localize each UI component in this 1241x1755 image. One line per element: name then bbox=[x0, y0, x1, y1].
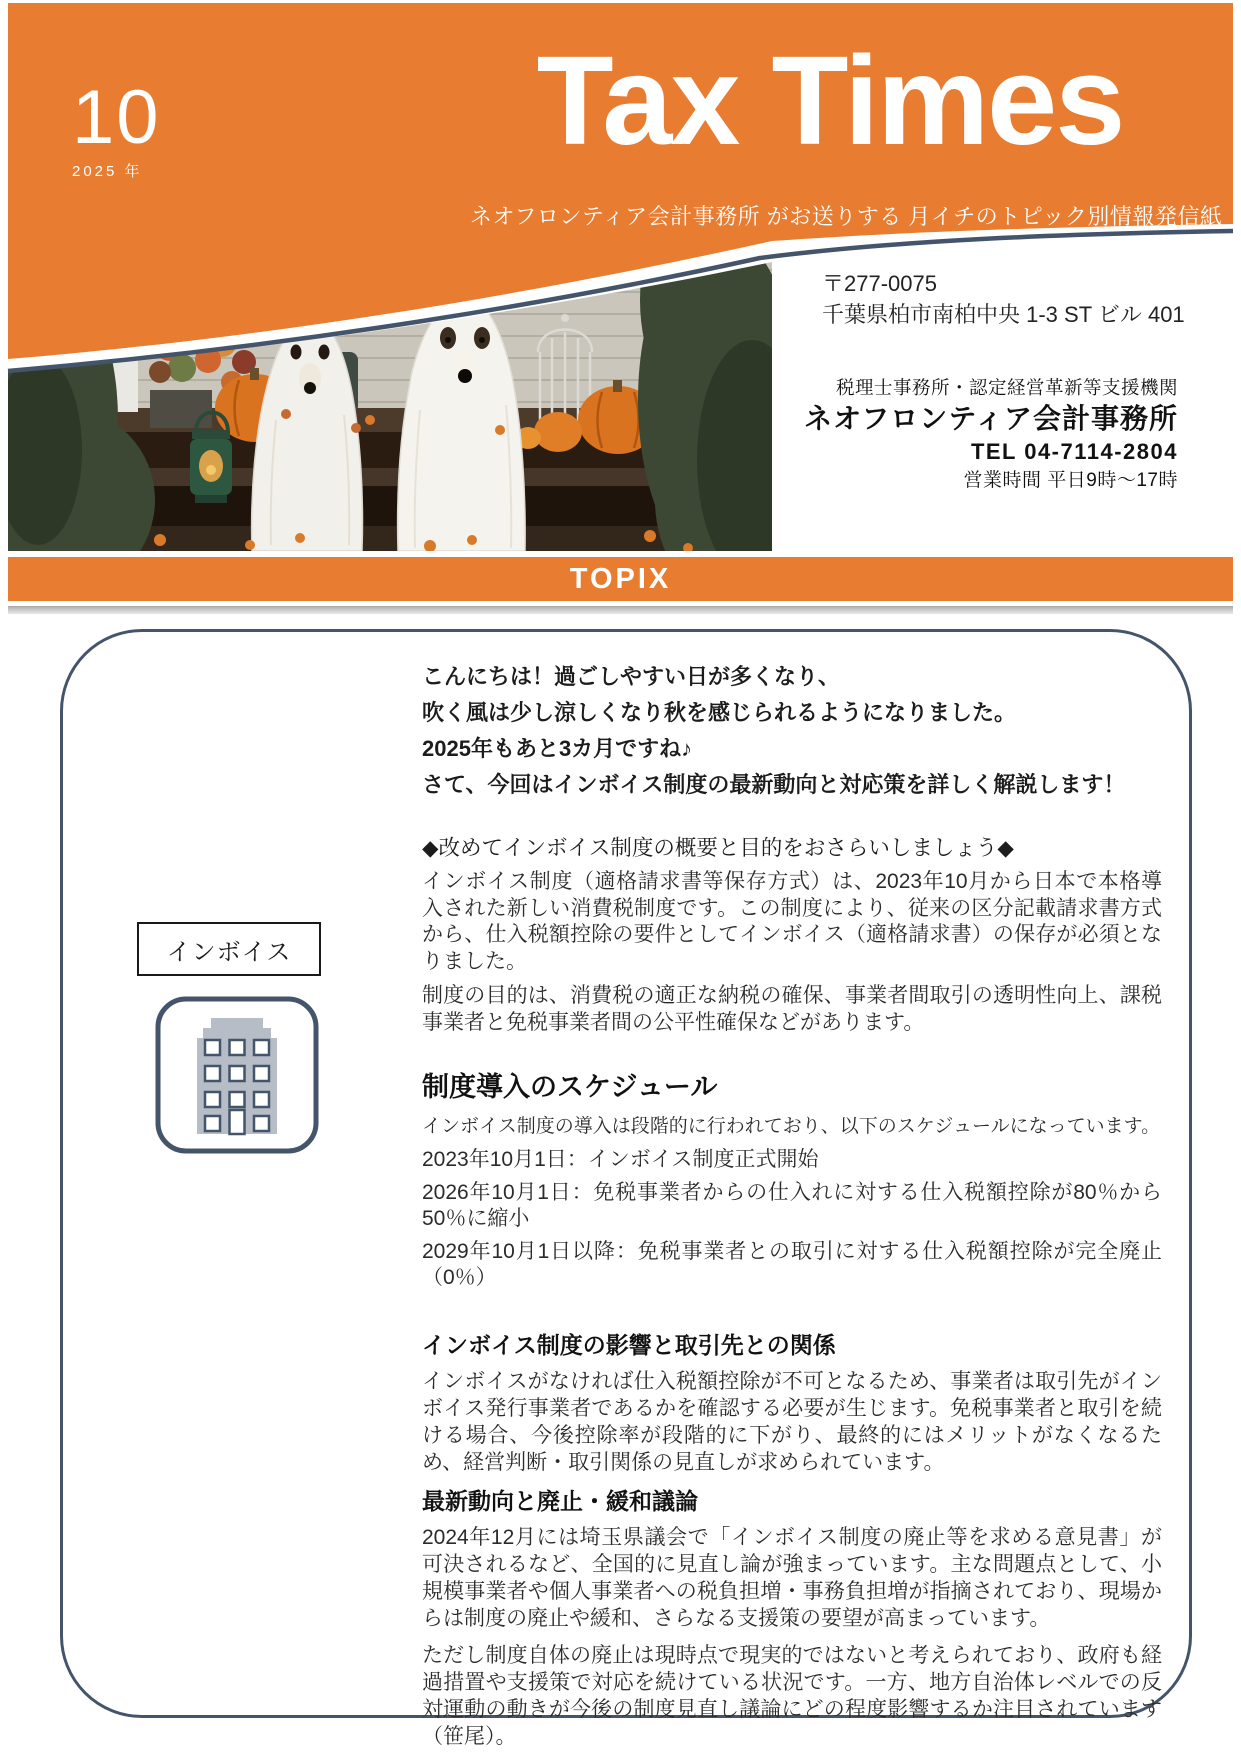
recap-paragraph-1: インボイス制度（適格請求書等保存方式）は、2023年10月から日本で本格導入された新しい消費税制度です。この制度により、従来の区分記載請求書方式から、仕入税額控除の要件としてインボイス（適格請求書）の保存が必須となりました。 bbox=[422, 870, 1162, 973]
office-identity-block bbox=[640, 374, 1178, 495]
issue-year: 2025 年 bbox=[72, 163, 143, 180]
office-address-block bbox=[822, 268, 1185, 330]
office-building-icon bbox=[155, 996, 319, 1154]
issue-block bbox=[72, 75, 161, 181]
recap-heading: ◆改めてインボイス制度の概要と目的をおさらいしましょう◆ bbox=[422, 836, 1014, 860]
postal-code: 〒277-0075 bbox=[822, 271, 937, 296]
street-address: 千葉県柏市南柏中央 1-3 ST ビル 401 bbox=[822, 302, 1185, 327]
office-tel: TEL 04-7114-2804 bbox=[970, 439, 1178, 464]
topix-label: TOPIX bbox=[569, 562, 672, 595]
schedule-item: 2026年10月1日：免税事業者からの仕入れに対する仕入税額控除が80％から50％に縮小 bbox=[422, 1180, 1162, 1230]
banner-divider bbox=[8, 606, 1233, 614]
topic-tag bbox=[137, 922, 321, 976]
office-qualification: 税理士事務所・認定経営革新等支援機関 bbox=[835, 377, 1178, 398]
greeting-line: 吹く風は少し涼しくなり秋を感じられるようになりました。 bbox=[422, 700, 1017, 725]
schedule-item: 2023年10月1日：インボイス制度正式開始 bbox=[422, 1148, 819, 1171]
office-name: ネオフロンティア会計事務所 bbox=[804, 403, 1178, 434]
impact-paragraph: インボイスがなければ仕入税額控除が不可となるため、事業者は取引先がインボイス発行事業者であるかを確認する必要が生じます。免税事業者と取引を続ける場合、今後控除率が段階的に下がり、最終的にはメリットがなくなるため、経営判断・取引関係の見直しが求められています。 bbox=[422, 1369, 1162, 1474]
greeting-line: こんにちは！過ごしやすい日が多くなり、 bbox=[422, 664, 841, 689]
trend-paragraph-2: ただし制度自体の廃止は現時点で現実的ではないと考えられており、政府も経過措置や支援策で対応を続けている状況です。一方、地方自治体レベルでの反対運動の動きが今後の制度見直し議論にどの程度影響するか注目されています（笹尾）。 bbox=[422, 1643, 1162, 1748]
trend-paragraph-1: 2024年12月には埼玉県議会で「インボイス制度の廃止等を求める意見書」が可決されるなど、全国的に見直し論が強まっています。主な問題点として、小規模事業者や個人事業者への税負担増・事務負担増が指摘されており、現場からは制度の廃止や緩和、さらなる支援策の要望が高まっています。 bbox=[422, 1525, 1162, 1630]
issue-month: 10 bbox=[72, 75, 161, 160]
greeting-line: 2025年もあと3カ月ですね♪ bbox=[422, 736, 693, 761]
topix-banner bbox=[8, 557, 1233, 601]
schedule-item: 2029年10月1日以降：免税事業者との取引に対する仕入税額控除が完全廃止（0％） bbox=[422, 1239, 1162, 1289]
schedule-intro: インボイス制度の導入は段階的に行われており、以下のスケジュールになっています。 bbox=[422, 1116, 1161, 1137]
topic-tag-label: インボイス bbox=[166, 938, 292, 966]
trend-heading: 最新動向と廃止・緩和議論 bbox=[422, 1487, 698, 1514]
greeting-line: さて、今回はインボイス制度の最新動向と対応策を詳しく解説します！ bbox=[422, 772, 1126, 797]
impact-heading: インボイス制度の影響と取引先との関係 bbox=[422, 1331, 836, 1358]
office-hours: 営業時間 平日9時～17時 bbox=[963, 470, 1178, 491]
newsletter-title: Tax Times bbox=[536, 30, 1124, 171]
newsletter-subtitle: ネオフロンティア会計事務所 がお送りする 月イチのトピック別情報発信紙 bbox=[470, 204, 1223, 229]
article-body bbox=[422, 659, 1164, 1750]
recap-paragraph-2: 制度の目的は、消費税の適正な納税の確保、事業者間取引の透明性向上、課税事業者と免税事業者間の公平性確保などがあります。 bbox=[422, 984, 1162, 1034]
schedule-heading: 制度導入のスケジュール bbox=[422, 1072, 718, 1102]
